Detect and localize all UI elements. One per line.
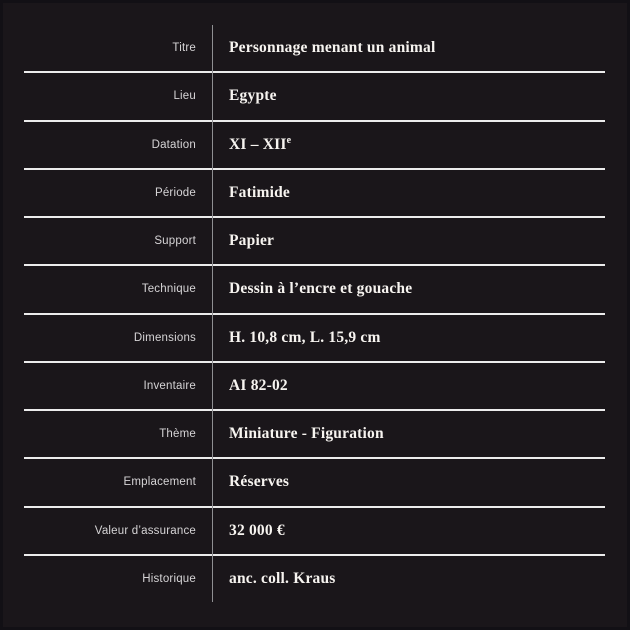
- row-label: Inventaire: [143, 379, 196, 392]
- column-divider: [212, 25, 213, 602]
- row-label: Dimensions: [133, 331, 196, 344]
- row-value: Réserves: [229, 473, 290, 491]
- row-label: Période: [154, 186, 196, 199]
- row-label: Emplacement: [123, 476, 196, 489]
- row-value: 32 000 €: [229, 521, 285, 539]
- table-row: [24, 25, 605, 73]
- row-label: Technique: [141, 283, 196, 296]
- row-value: AI 82-02: [229, 376, 288, 394]
- row-value: H. 10,8 cm, L. 15,9 cm: [229, 328, 381, 346]
- object-record-table: [24, 25, 605, 602]
- row-label: Thème: [159, 428, 196, 441]
- row-value: XI – XIIe: [229, 134, 292, 153]
- row-value: Fatimide: [229, 183, 291, 201]
- table-row: [24, 170, 605, 218]
- table-row: [24, 363, 605, 411]
- row-value: Personnage menant un animal: [229, 39, 436, 57]
- table-row: [24, 459, 605, 507]
- row-label: Datation: [151, 138, 196, 151]
- row-value: Egypte: [229, 87, 277, 105]
- row-value: anc. coll. Kraus: [229, 569, 336, 587]
- table-row: [24, 122, 605, 170]
- row-value: Papier: [229, 232, 275, 250]
- table-row: [24, 556, 605, 602]
- row-label: Support: [154, 235, 196, 248]
- table-row: [24, 411, 605, 459]
- row-value: Miniature - Figuration: [229, 425, 384, 443]
- row-label: Valeur d’assurance: [94, 524, 196, 537]
- table-row: [24, 508, 605, 556]
- table-row: [24, 73, 605, 121]
- row-label: Lieu: [173, 90, 196, 103]
- row-label: Historique: [142, 572, 196, 585]
- table-row: [24, 218, 605, 266]
- row-label: Titre: [172, 42, 196, 55]
- value-superscript: e: [286, 134, 292, 146]
- row-value: Dessin à l’encre et gouache: [229, 280, 413, 298]
- table-row: [24, 315, 605, 363]
- table-row: [24, 266, 605, 314]
